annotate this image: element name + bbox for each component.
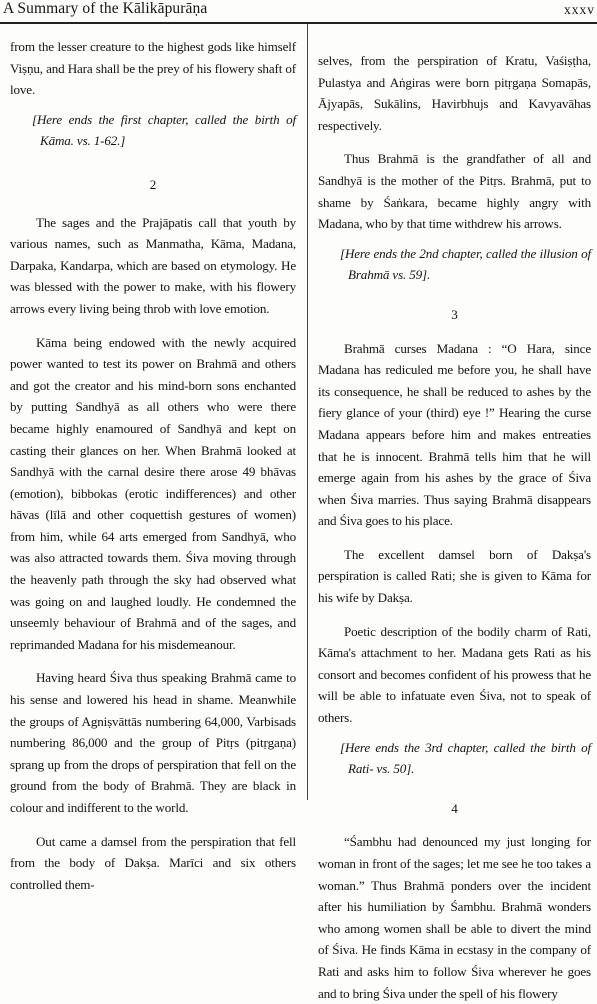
paragraph: Having heard Śiva thus speaking Brahmā came to his sense and lowered his head in shame. Meanwhile the groups of Agniṣvāttās numbering 64,000, Varbisads numbering 86,000 and the group of Pitṛs (pitṛgaṇa) sprang up from the drops of perspiration that fell on the ground from the body of Brahmā. They are black in colour and indifferent to the world.: [10, 670, 296, 815]
column-divider: [307, 24, 308, 800]
section-number: 3: [451, 306, 458, 322]
page-number: xxxv: [564, 2, 595, 17]
paragraph: Poetic description of the bodily charm of Rati, Kāma's attachment to her. Madana gets Rati as his consort and becomes confident of his prowess that he will be able to infatuate even Śiva, not to speak of others.: [318, 623, 591, 726]
paragraph: The excellent damsel born of Dakṣa's perspiration is called Rati; she is given to Kāma for his wife by Dakṣa.: [318, 546, 591, 606]
chapter-end-note: [Here ends the 3rd chapter, called the birth of Rati- vs. 50].: [340, 739, 591, 777]
paragraph: Kāma being endowed with the newly acquired power wanted to test its power on Brahmā and others and got the creator and his mind-born sons enchanted by putting Sandhyā as all others who were there became highly enamoured of Sandhyā and kept on casting their glances on her. When Brahmā looked at Sandhyā with the carnal desire there arose 49 bhāvas (emotion), bibbokas (erotic indifferences) and other hāvas (līlā and other coquettish gestures of women) from him, while 64 arts emerged from Sandhyā, who was also attracted towards them. Śiva moving through the heavenly path through the sky had observed what was going on and laughed loudly. He condemned the unseemly behaviour of Brahmā and of the sages, and reprimanded Madana for his misdemeanour.: [10, 334, 296, 652]
header-rule: [0, 22, 597, 24]
chapter-end-note: [Here ends the 2nd chapter, called the illusion of Brahmā vs. 59].: [340, 245, 591, 283]
section-number: 4: [451, 800, 458, 816]
chapter-end-note: [Here ends the first chapter, called the birth of Kāma. vs. 1-62.]: [32, 111, 296, 149]
running-title: A Summary of the Kālikāpurāṇa: [3, 0, 208, 17]
paragraph: Out came a damsel from the perspiration that fell from the body of Dakṣa. Marīci and six others controlled them-: [10, 833, 296, 892]
paragraph: “Śambhu had denounced my just longing for woman in front of the sages; let me see he too takes a woman.” Thus Brahmā ponders over the incident after his humiliation by Śambhu. Brahmā wonders who among women shall be able to divert the mind of Śiva. He finds Kāma in ecstasy in the company of Rati and asks him to follow Śiva wherever he goes and to bring Śiva under the spell of his flowery: [318, 834, 591, 1001]
paragraph: selves, from the perspiration of Kratu, Vaśiṣṭha, Pulastya and Aṅgiras were born pitṛgaṇa Somapās, Ājyapās, Sukālins, Havirbhujs and Kavyavāhas respectively.: [318, 53, 591, 133]
paragraph: Thus Brahmā is the grandfather of all and Sandhyā is the mother of the Pitṛs. Brahmā, put to shame by Śaṅkara, became highly angry with Madana, who by that time withdrew his arrows.: [318, 151, 591, 232]
paragraph: Brahmā curses Madana : “O Hara, since Madana has rediculed me before you, he shall have its consequence, he shall be reduced to ashes by the fiery glance of your (third) eye !” Hearing the curse Madana appears before him and makes entreaties that he is innocent. Brahmā tells him that he will emerge again from his ashes by the grace of Śiva when Śiva marries. Thus saying Brahmā disappears and Śiva goes to his place.: [318, 340, 591, 529]
left-column: [10, 36, 296, 895]
right-column: [318, 50, 591, 1004]
paragraph: The sages and the Prajāpatis call that youth by various names, such as Manmatha, Kāma, Madana, Darpaka, Kandarpa, which are based on etymology. He was blessed with the power to make, with his flowery arrows every living being throb with love emotion.: [10, 214, 296, 316]
paragraph: from the lesser creature to the highest gods like himself Viṣṇu, and Hara shall be the prey of his flowery shaft of love.: [10, 39, 296, 98]
section-number: 2: [149, 176, 157, 192]
page-header: [0, 0, 597, 20]
